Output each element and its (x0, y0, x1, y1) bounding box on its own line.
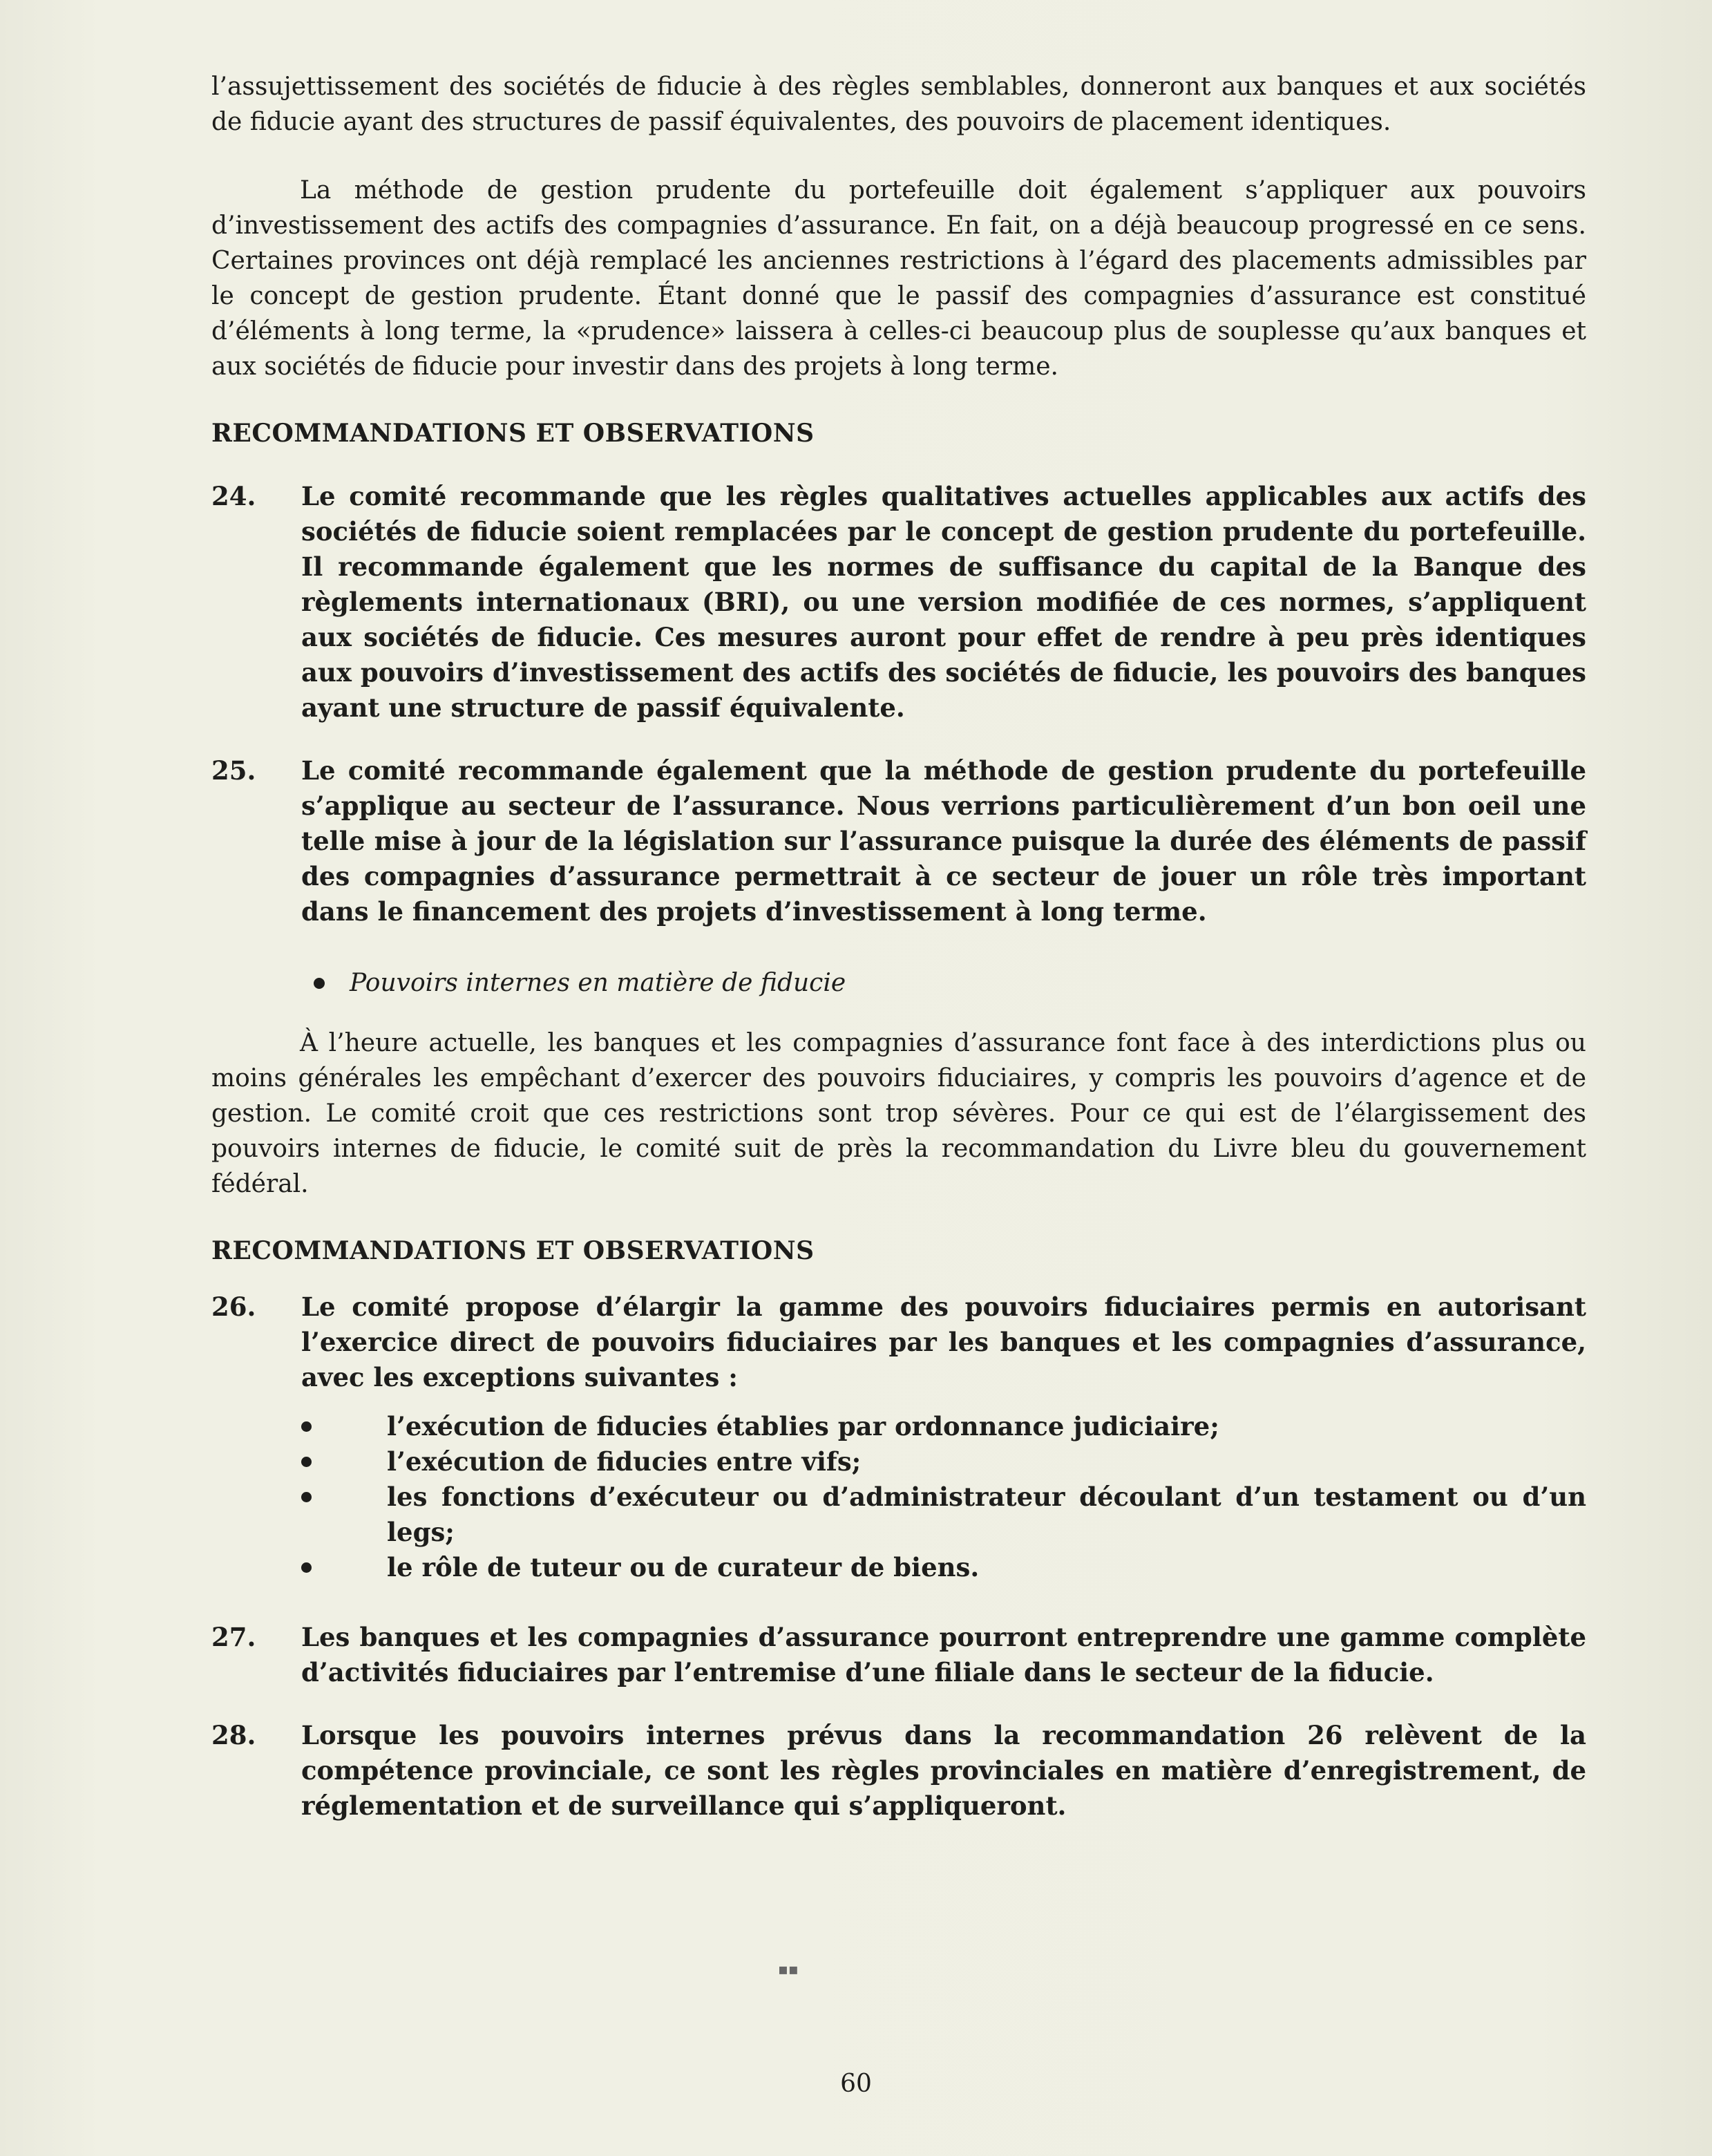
list-item: le rôle de tuteur ou de curateur de biens. (301, 1550, 1586, 1585)
bullet-icon (314, 978, 325, 989)
list-item: l’exécution de fiducies entre vifs; (301, 1444, 1586, 1479)
recommendation-text: Le comité recommande également que la méthode de gestion prudente du portefeuille s’applique au secteur de l’assurance. Nous verrions particulièrement d’un bon oeil une telle mise à jour de la législation sur l’assurance puisque la durée des éléments de passif des compagnies d’assurance permettrait à ce secteur de jouer un rôle très important dans le financement des projets d’investissement à long terme. (301, 755, 1586, 927)
exceptions-list (301, 1409, 1586, 1585)
subsection-heading-text: Pouvoirs internes en matière de fiducie (350, 969, 846, 997)
recommendation-number: 27. (211, 1622, 256, 1652)
recommendation-text: Le comité recommande que les règles qualitatives actuelles applicables aux actifs des sociétés de fiducie soient remplacées par le concept de gestion prudente du portefeuille. Il recommande également que les normes de suffisance du capital de la Banque des règlements internationaux (BRI), ou une version modifiée de ces normes, s’appliquent aux sociétés de fiducie. Ces mesures auront pour effet de rendre à peu près identiques aux pouvoirs d’investissement des actifs des sociétés de fiducie, les pouvoirs des banques ayant une structure de passif équivalente. (301, 481, 1586, 723)
page-number: 60 (840, 2070, 872, 2098)
recommendation-number: 28. (211, 1720, 256, 1750)
recommendation-27 (211, 1620, 1586, 1690)
section-heading: RECOMMANDATIONS ET OBSERVATIONS (211, 419, 815, 448)
recommendation-text: Lorsque les pouvoirs internes prévus dans la recommandation 26 relèvent de la compétence provinciale, ce sont les règles provinciales en matière d’enregistrement, de réglementation et de surveillance qui s’appliqueront. (301, 1720, 1586, 1821)
recommendation-28 (211, 1718, 1586, 1824)
subsection-heading (211, 965, 1586, 1001)
recommendation-25 (211, 753, 1586, 929)
recommendation-number: 26. (211, 1292, 256, 1322)
bullet-icon (301, 1457, 312, 1467)
list-item: les fonctions d’exécuteur ou d’administrateur découlant d’un testament ou d’un legs; (301, 1479, 1586, 1550)
paragraph-intro: l’assujettissement des sociétés de fiducie à des règles semblables, donneront aux banques et aux sociétés de fiducie ayant des structures de passif équivalentes, des pouvoirs de placement identiques. (211, 73, 1586, 136)
recommendation-text: Les banques et les compagnies d’assurance pourront entreprendre une gamme complète d’activités fiduciaires par l’entremise d’une filiale dans le secteur de la fiducie. (301, 1622, 1586, 1687)
recommendation-number: 24. (211, 481, 256, 511)
paragraph-insurance: La méthode de gestion prudente du portefeuille doit également s’appliquer aux pouvoirs d’investissement des actifs des compagnies d’assurance. En fait, on a déjà beaucoup progressé en ce sens. Certaines provinces ont déjà remplacé les anciennes restrictions à l’égard des placements admissibles par le concept de gestion prudente. Étant donné que le passif des compagnies d’assurance est constitué d’éléments à long terme, la «prudence» laissera à celles-ci beaucoup plus de souplesse qu’aux banques et aux sociétés de fiducie pour investir dans des projets à long terme. (211, 176, 1586, 381)
paragraph-trust-powers: À l’heure actuelle, les banques et les compagnies d’assurance font face à des interdictions plus ou moins générales les empêchant d’exercer des pouvoirs fiduciaires, y compris les pouvoirs d’agence et de gestion. Le comité croit que ces restrictions sont trop sévères. Pour ce qui est de l’élargissement des pouvoirs internes de fiducie, le comité suit de près la recommandation du Livre bleu du gouvernement fédéral. (211, 1029, 1586, 1198)
page-content (211, 69, 1586, 1824)
recommendation-26 (211, 1289, 1586, 1395)
section-heading: RECOMMANDATIONS ET OBSERVATIONS (211, 1236, 815, 1265)
bullet-icon (301, 1492, 312, 1502)
recommendation-24 (211, 479, 1586, 726)
recommendation-number: 25. (211, 755, 256, 786)
recommendation-text: Le comité propose d’élargir la gamme des pouvoirs fiduciaires permis en autorisant l’exercice direct de pouvoirs fiduciaires par les banques et les compagnies d’assurance, avec les exceptions suivantes : (301, 1292, 1586, 1392)
bullet-icon (301, 1421, 312, 1432)
print-mark: ▪▪ (778, 1961, 799, 1978)
bullet-icon (301, 1562, 312, 1573)
list-item: l’exécution de fiducies établies par ordonnance judiciaire; (301, 1409, 1586, 1444)
